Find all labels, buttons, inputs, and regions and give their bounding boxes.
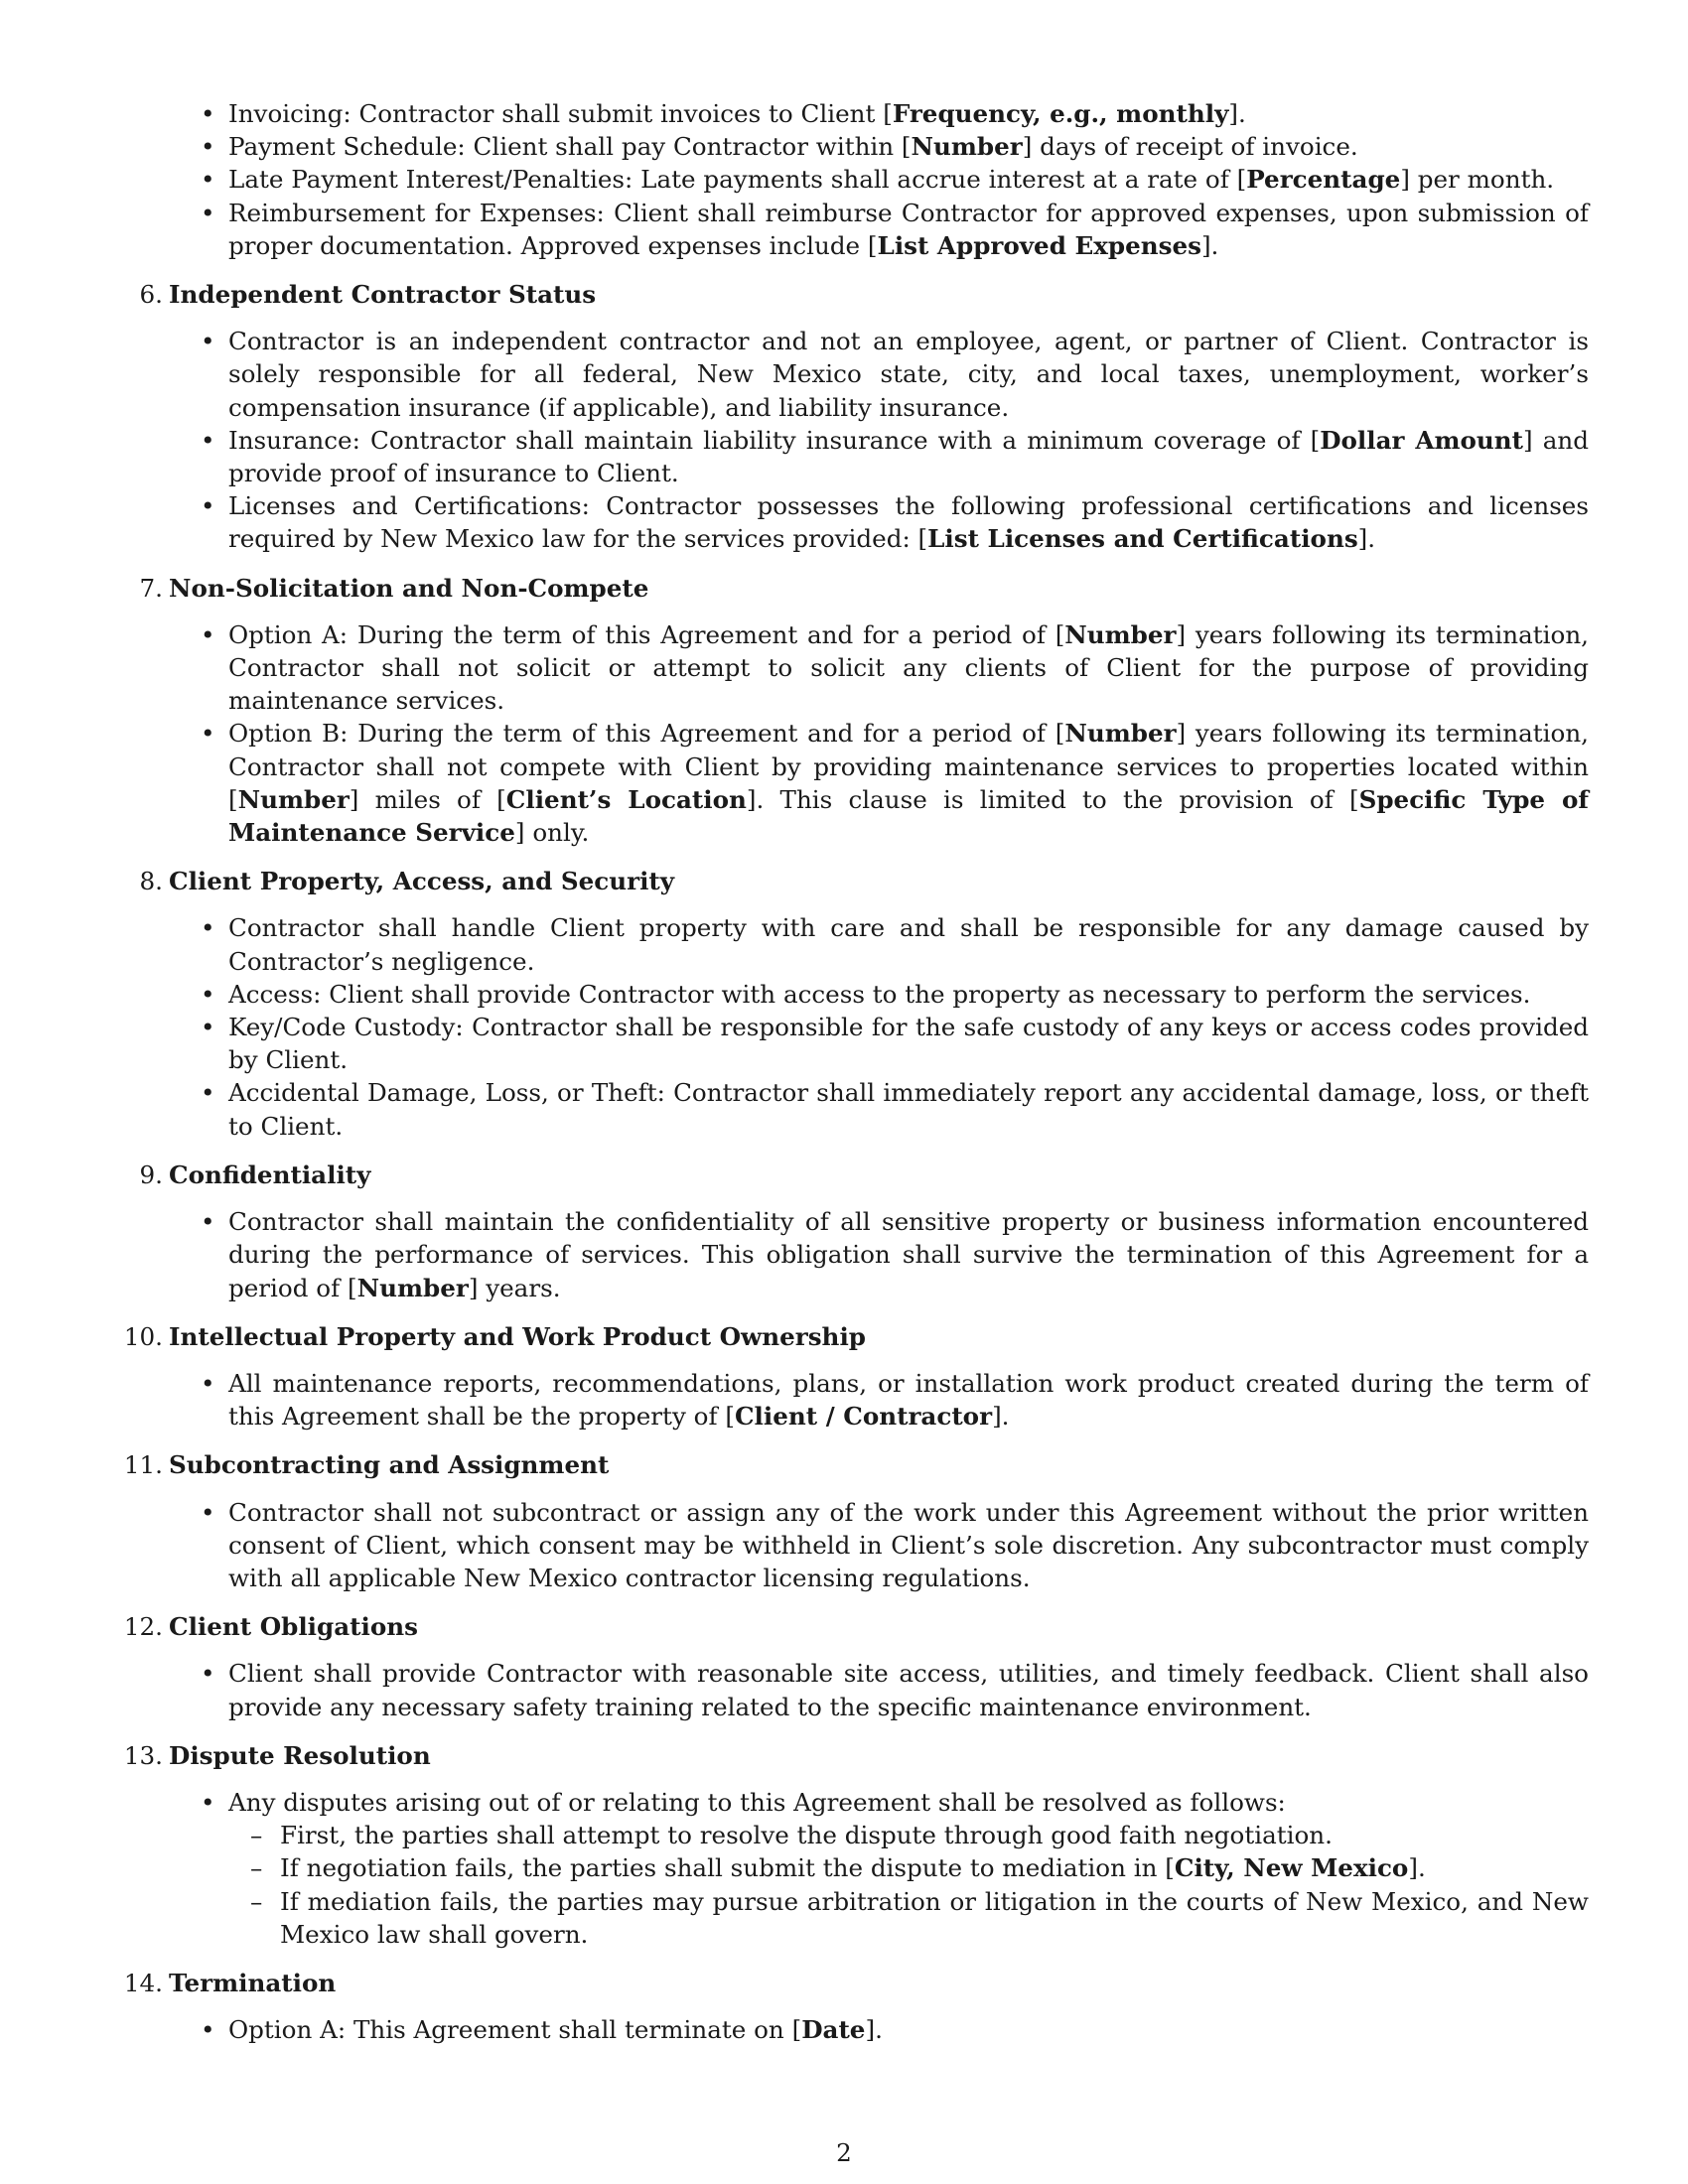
section-termination	[119, 1967, 1589, 2046]
list-item: • Key/Code Custody: Contractor shall be responsible for the safe custody of any keys or access codes provided by Client.	[228, 1011, 1589, 1076]
list-item: • Contractor shall not subcontract or assign any of the work under this Agreement without the prior written consent of Client, which consent may be withheld in Client’s sole discretion. Any subcontractor must comply with all applicable New Mexico contractor licensing regulations.	[228, 1496, 1589, 1595]
section-number: 14.	[123, 1968, 163, 1997]
section-heading	[119, 1967, 1589, 1999]
section-number: 8.	[139, 867, 163, 896]
bullet-list	[119, 1657, 1589, 1722]
section-heading	[119, 1610, 1589, 1643]
list-item: • Payment Schedule: Client shall pay Contractor within [Number] days of receipt of invoice.	[228, 130, 1589, 163]
section-number: 13.	[123, 1740, 163, 1770]
bullet-list	[119, 1786, 1589, 1951]
bullet-list	[119, 911, 1589, 1142]
section-client-obligations	[119, 1610, 1589, 1723]
section-dispute-resolution	[119, 1739, 1589, 1951]
section-number: 9.	[139, 1160, 163, 1189]
section-client-property	[119, 865, 1589, 1143]
list-item: • Late Payment Interest/Penalties: Late payments shall accrue interest at a rate of [Percentage] per month.	[228, 163, 1589, 196]
sub-list-item: – If negotiation fails, the parties shall submit the dispute to mediation in [City, New Mexico].	[280, 1851, 1589, 1884]
list-item: • Option A: This Agreement shall terminate on [Date].	[228, 2013, 1589, 2046]
bullet-list	[119, 1367, 1589, 1433]
section-number: 10.	[123, 1321, 163, 1351]
section-title: Client Property, Access, and Security	[169, 867, 675, 896]
bullet-list	[119, 325, 1589, 555]
list-item: • Contractor shall maintain the confidentiality of all sensitive property or business information encountered during the performance of services. This obligation shall survive the termination of this Agreement for a period of [Number] years.	[228, 1205, 1589, 1304]
list-item: • Any disputes arising out of or relating to this Agreement shall be resolved as follows: – First, the parties shall attempt to resolve the dispute through good faith negotiation. – If negotiation fails, the parties shall submit the dispute to mediation in [City, New Mexico]. – If mediation fails, the parties may pursue arbitration or litigation in the courts of New Mexico, and New Mexico law shall govern.	[228, 1786, 1589, 1951]
bullet-list	[119, 1205, 1589, 1304]
section-heading	[119, 572, 1589, 605]
bullet-list	[119, 1496, 1589, 1595]
section-heading	[119, 1159, 1589, 1191]
list-item: • All maintenance reports, recommendations, plans, or installation work product created during the term of this Agreement shall be the property of [Client / Contractor].	[228, 1367, 1589, 1433]
list-item: • Insurance: Contractor shall maintain liability insurance with a minimum coverage of [Dollar Amount] and provide proof of insurance to Client.	[228, 424, 1589, 489]
section-number: 6.	[139, 280, 163, 310]
list-item: • Contractor shall handle Client property with care and shall be responsible for any damage caused by Contractor’s negligence.	[228, 911, 1589, 977]
section-title: Independent Contractor Status	[169, 280, 597, 310]
section-number: 7.	[139, 573, 163, 603]
sub-list-item: – First, the parties shall attempt to resolve the dispute through good faith negotiation.	[280, 1819, 1589, 1851]
list-item: • Access: Client shall provide Contractor with access to the property as necessary to perform the services.	[228, 978, 1589, 1011]
section-title: Intellectual Property and Work Product Ownership	[169, 1321, 866, 1351]
list-item: • Invoicing: Contractor shall submit invoices to Client [Frequency, e.g., monthly].	[228, 97, 1589, 130]
payment-terms-list	[119, 97, 1589, 262]
section-title: Non-Solicitation and Non-Compete	[169, 573, 649, 603]
bullet-list	[119, 618, 1589, 849]
section-title: Confidentiality	[169, 1160, 371, 1189]
section-non-solicitation	[119, 572, 1589, 850]
section-title: Dispute Resolution	[169, 1740, 431, 1770]
section-heading	[119, 1320, 1589, 1353]
page-number: 2	[836, 2138, 852, 2167]
bullet-list	[119, 2013, 1589, 2046]
list-item: • Option B: During the term of this Agreement and for a period of [Number] years following its termination, Contractor shall not compete with Client by providing maintenance services to properties located within [Number] miles of [Client’s Location]. This clause is limited to the provision of [Specific Type of Maintenance Service] only.	[228, 717, 1589, 849]
section-number: 12.	[123, 1612, 163, 1642]
section-heading	[119, 278, 1589, 311]
section-title: Client Obligations	[169, 1612, 418, 1642]
section-heading	[119, 865, 1589, 897]
section-confidentiality	[119, 1159, 1589, 1304]
section-title: Subcontracting and Assignment	[169, 1450, 610, 1480]
list-item: • Client shall provide Contractor with reasonable site access, utilities, and timely feedback. Client shall also provide any necessary safety training related to the specific maintenance environment.	[228, 1657, 1589, 1722]
document-body	[119, 97, 1589, 2046]
section-intellectual-property	[119, 1320, 1589, 1433]
section-number: 11.	[123, 1450, 163, 1480]
section-subcontracting	[119, 1448, 1589, 1594]
list-item: • Option A: During the term of this Agreement and for a period of [Number] years following its termination, Contractor shall not solicit or attempt to solicit any clients of Client for the purpose of providing maintenance services.	[228, 618, 1589, 718]
sub-list	[228, 1819, 1589, 1951]
section-heading	[119, 1448, 1589, 1481]
list-item: • Licenses and Certifications: Contractor possesses the following professional certifications and licenses required by New Mexico law for the services provided: [List Licenses and Certifications].	[228, 489, 1589, 555]
list-item: • Accidental Damage, Loss, or Theft: Contractor shall immediately report any accidental damage, loss, or theft to Client.	[228, 1076, 1589, 1142]
section-title: Termination	[169, 1968, 337, 1997]
section-independent-contractor	[119, 278, 1589, 556]
sub-list-item: – If mediation fails, the parties may pursue arbitration or litigation in the courts of New Mexico, and New Mexico law shall govern.	[280, 1885, 1589, 1951]
list-item: • Contractor is an independent contractor and not an employee, agent, or partner of Client. Contractor is solely responsible for all federal, New Mexico state, city, and local taxes, unemployment, worker’s compensation insurance (if applicable), and liability insurance.	[228, 325, 1589, 424]
section-heading	[119, 1739, 1589, 1772]
list-item: • Reimbursement for Expenses: Client shall reimburse Contractor for approved expenses, upon submission of proper documentation. Approved expenses include [List Approved Expenses].	[228, 197, 1589, 262]
